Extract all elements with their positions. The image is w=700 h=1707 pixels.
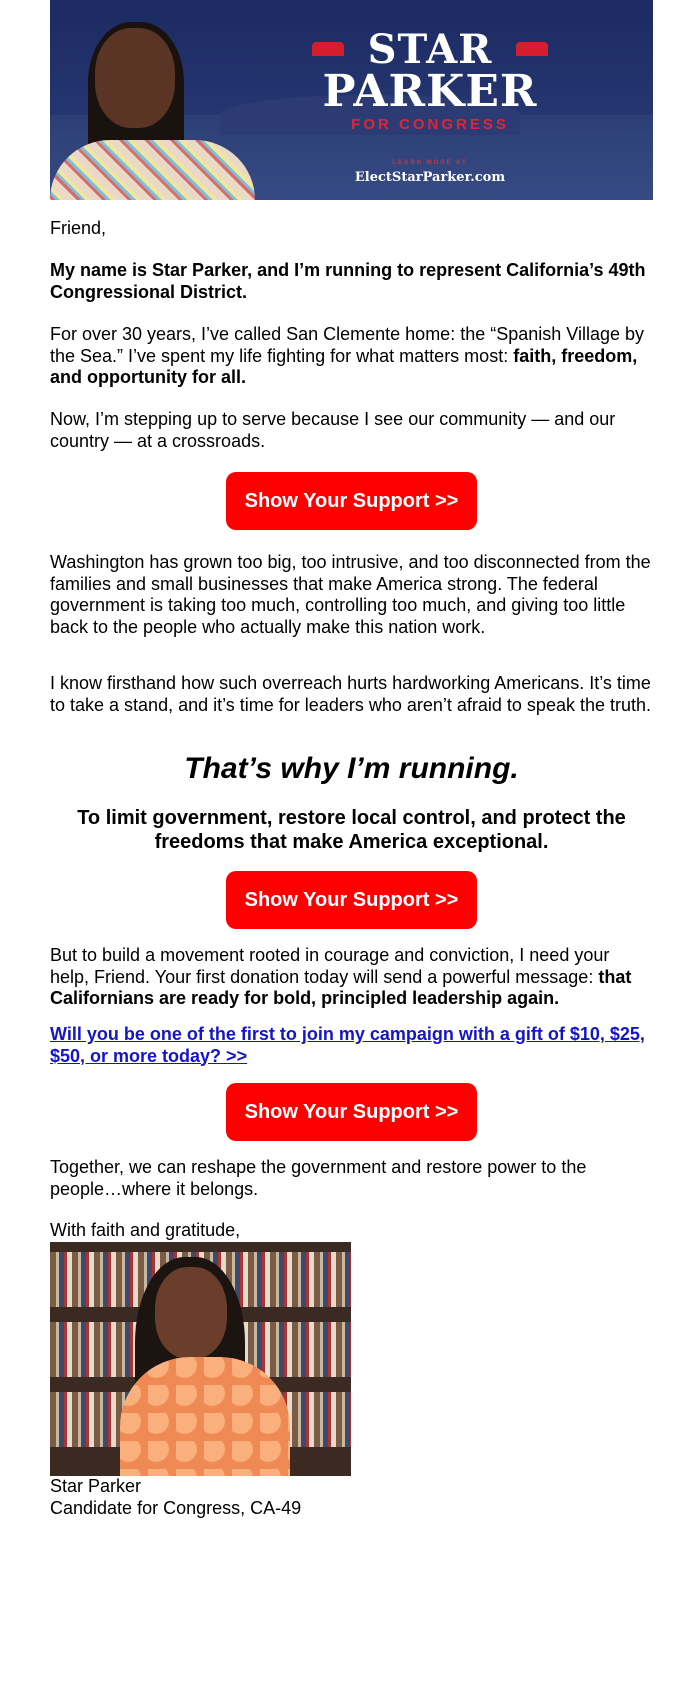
signature-name: Star Parker [50,1476,142,1496]
logo-line-2: PARKER [322,66,538,117]
signature-title: Candidate for Congress, CA-49 [50,1498,302,1518]
donate-link[interactable]: Will you be one of the first to join my campaign with a gift of $10, $25, $50, or more today? >> [50,1024,645,1066]
candidate-photo [50,10,255,200]
closing: With faith and gratitude, [50,1220,241,1240]
paragraph-text: But to build a movement rooted in courage and conviction, I need your help, Friend. Your first donation today will send a powerful message: [50,945,610,987]
show-support-button[interactable]: Show Your Support >> [226,472,477,530]
show-support-button[interactable]: Show Your Support >> [226,871,477,929]
paragraph-home [50,324,653,389]
signature-photo [50,1242,351,1476]
paragraph-text: For over 30 years, I’ve called San Clemente home: the “Spanish Village by the Sea.” I’ve spent my life fighting for what matters most: [50,324,644,366]
greeting: Friend, [50,218,107,238]
paragraph-help [50,945,653,1010]
paragraph-overreach: I know firsthand how such overreach hurts hardworking Americans. It’s time to take a stand, and it’s time for leaders who aren’t afraid to speak the truth. [50,673,652,715]
paragraph-bold: faith, freedom, and opportunity for all. [50,345,638,387]
logo-line-1: STAR [320,30,540,70]
paragraph-washington: Washington has grown too big, too intrusive, and too disconnected from the families and small businesses that make America strong. The federal government is taking too much, controlling too much, and giving too little back to the people who actually make this nation work. [50,552,651,637]
subheading-goals: To limit government, restore local control, and protect the freedoms that make America exceptional. [77,807,626,853]
heading-why-running: That’s why I’m running. [184,752,519,785]
paragraph-crossroads: Now, I’m stepping up to serve because I see our community — and our country — at a crossroads. [50,409,616,451]
paragraph-bold: that Californians are ready for bold, principled leadership again. [50,966,632,1008]
campaign-banner[interactable] [50,0,653,200]
logo-tagline: FOR CONGRESS [351,116,509,133]
paragraph-together: Together, we can reshape the government and restore power to the people…where it belongs. [50,1157,587,1199]
intro: My name is Star Parker, and I’m running to represent California’s 49th Congressional District. [50,260,646,302]
campaign-logo [320,26,540,133]
learn-more-label: LEARN MORE AT [392,160,468,166]
show-support-button[interactable]: Show Your Support >> [226,1083,477,1141]
website-text: ElectStarParker.com [354,170,506,185]
